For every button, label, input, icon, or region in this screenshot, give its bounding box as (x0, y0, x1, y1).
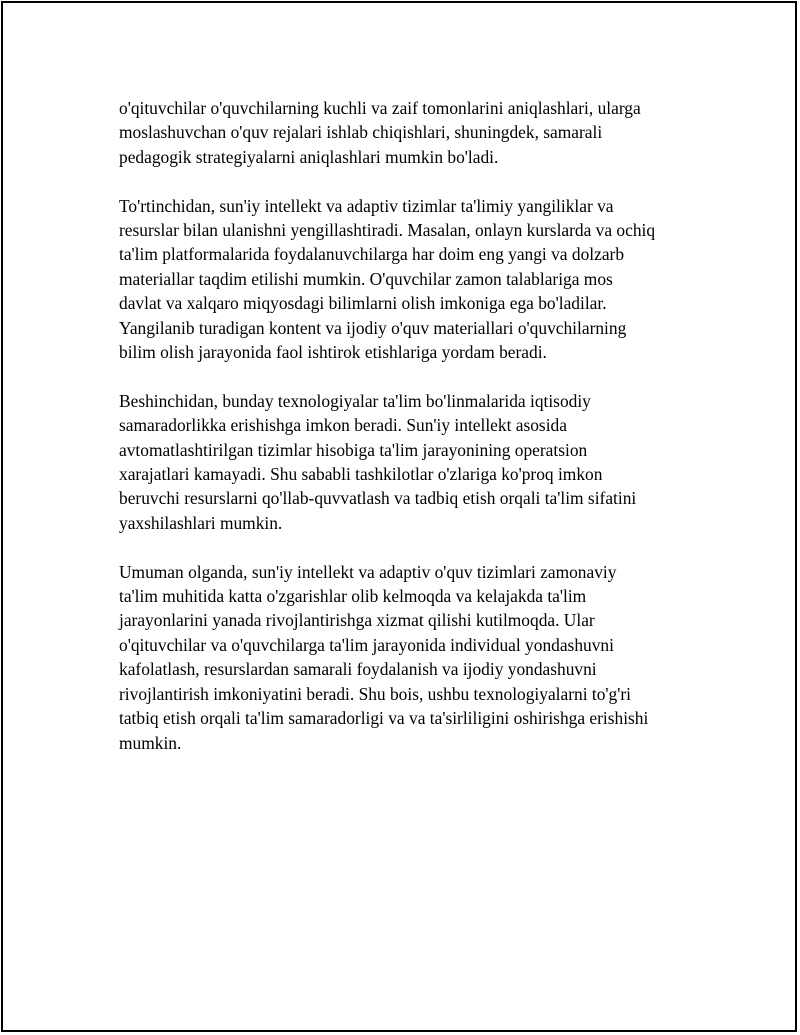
document-body (119, 96, 699, 779)
paragraph-fifth-point: Beshinchidan, bunday texnologiyalar ta'lim bo'linmalarida iqtisodiy samaradorlikka erishishga imkon beradi. Sun'iy intellekt asosida avtomatlashtirilgan tizimlar hisobiga ta'lim jarayonining operatsion xarajatlari kamayadi. Shu sababli tashkilotlar o'zlariga ko'proq imkon beruvchi resurslarni qo'llab-quvvatlash va tadbiq etish orqali ta'lim sifatini yaxshilashlari mumkin. (119, 390, 637, 533)
paragraph-intro-continuation: o'qituvchilar o'quvchilarning kuchli va zaif tomonlarini aniqlashlari, ularga moslashuvchan o'quv rejalari ishlab chiqishlari, shuningdek, samarali pedagogik strategiyalarni aniqlashlari mumkin bo'ladi. (119, 98, 641, 167)
paragraph-fourth-point: To'rtinchidan, sun'iy intellekt va adaptiv tizimlar ta'limiy yangiliklar va resurslar bilan ulanishni yengillashtiradi. Masalan, onlayn kurslarda va ochiq ta'lim platformalarida foydalanuvchilarga har doim eng yangi va dolzarb materiallar taqdim etilishi mumkin. O'quvchilar zamon talablariga mos davlat va xalqaro miqyosdagi bilimlarni olish imkoniga ega bo'ladilar. Yangilanib turadigan kontent va ijodiy o'quv materiallari o'quvchilarning bilim olish jarayonida faol ishtirok etishlariga yordam beradi. (119, 195, 656, 363)
page-border (1, 1, 797, 1032)
paragraph-conclusion: Umuman olganda, sun'iy intellekt va adaptiv o'quv tizimlari zamonaviy ta'lim muhitida katta o'zgarishlar olib kelmoqda va kelajakda ta'lim jarayonlarini yanada rivojlantirishga xizmat qilishi kutilmoqda. Ular o'qituvchilar va o'quvchilarga ta'lim jarayonida individual yondashuvni kafolatlash, resurslardan samarali foydalanish va ijodiy yondashuvni rivojlantirish imkoniyatini beradi. Shu bois, ushbu texnologiyalarni to'g'ri tatbiq etish orqali ta'lim samaradorligi va va ta'sirliligini oshirishga erishishi mumkin. (119, 561, 649, 753)
